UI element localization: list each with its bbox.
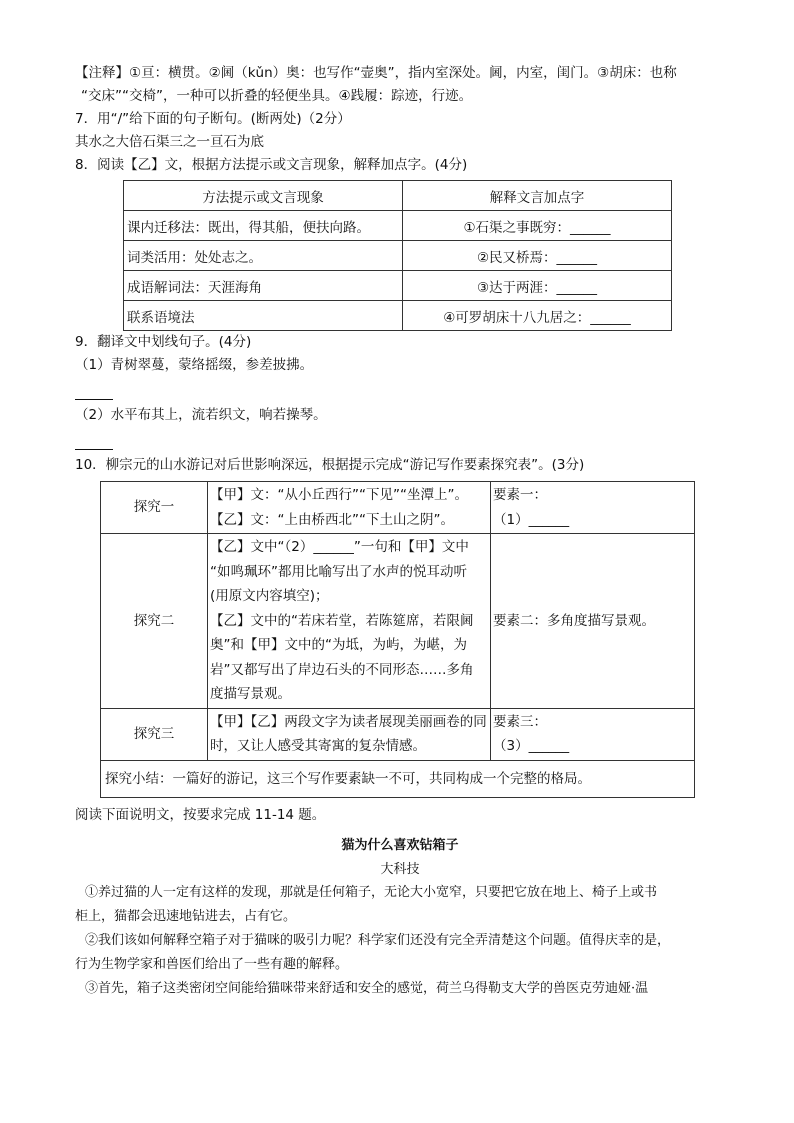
element-answer: （1）______ [493, 511, 570, 528]
content-line: (用原文内容填空)； [210, 588, 329, 604]
method-cell: 联系语境法 [124, 301, 403, 331]
answer-cell[interactable]: ②民又桥焉：______ [403, 241, 672, 271]
article-paragraph-2: ②我们该如何解释空箱子对于猫咪的吸引力呢？科学家们还没有完全弄清楚这个问题。值得庆幸的是， [85, 933, 671, 948]
article-paragraph-1: ①养过猫的人一定有这样的发现，那就是任何箱子，无论大小宽窄，只要把它放在地上、椅子上或书 [85, 885, 658, 900]
answer-cell[interactable]: ①石渠之事既穷：______ [403, 211, 672, 241]
question-9-prompt: 9．翻译文中划线句子。(4分) [75, 334, 252, 350]
table-row [101, 708, 695, 760]
article-paragraph-1-cont: 柜上，猫都会迅速地钻进去，占有它。 [75, 909, 297, 924]
table-row [124, 241, 672, 271]
article-title: 猫为什么喜欢钻箱子 [341, 838, 459, 853]
answer-blank-line[interactable] [75, 435, 113, 450]
content-line: 【甲】文：“从小丘西行”“下见”“坐潭上”。 [210, 487, 468, 503]
table-row [124, 301, 672, 331]
question-10-table [100, 481, 695, 798]
article-paragraph-3: ③首先，箱子这类密闭空间能给猫咪带来舒适和安全的感觉，荷兰乌得勒支大学的兽医克劳迪娅·温 [85, 981, 649, 996]
content-line: “如鸣珮环”都用比喻写出了水声的悦耳动听 [210, 563, 467, 580]
content-line: 度描写景观。 [210, 686, 291, 702]
answer-blank-line[interactable] [75, 385, 113, 400]
question-8-table [123, 180, 672, 331]
explore-label: 探究一 [101, 482, 208, 534]
element-cell[interactable] [491, 482, 695, 534]
content-line: 奥”和【甲】文中的“为坻，为屿，为嵁，为 [210, 637, 467, 653]
element-cell[interactable] [491, 708, 695, 760]
element-label: 要素一： [493, 487, 547, 503]
table-row [101, 482, 695, 534]
element-cell [491, 534, 695, 709]
content-line: 【乙】文中“（2）______”一句和【甲】文中 [210, 539, 469, 555]
method-cell: 成语解词法：天涯海角 [124, 271, 403, 301]
table-header-method: 方法提示或文言现象 [124, 181, 403, 211]
question-7-sentence: 其水之大倍石渠三之一亘石为底 [75, 134, 264, 150]
method-cell: 词类活用：处处志之。 [124, 241, 403, 271]
content-line: 【乙】文中的“若床若堂，若陈筵席，若限阃 [210, 612, 474, 629]
explore-content [208, 482, 491, 534]
explore-label: 探究二 [101, 534, 208, 709]
content-line: 【乙】文：“上由桥西北”“下土山之阴”。 [210, 511, 454, 528]
table-header-answer: 解释文言加点字 [403, 181, 672, 211]
content-line: 【甲】【乙】两段文字为读者展现美丽画卷的同 [210, 713, 487, 730]
annotation-line-2: “交床”“交椅”，一种可以折叠的轻便坐具。④践履：踪迹，行迹。 [81, 88, 473, 104]
element-label: 要素三： [493, 713, 547, 730]
table-row [124, 211, 672, 241]
table-row [101, 534, 695, 709]
table-header-row [124, 181, 672, 211]
question-9-sentence-1: （1）青树翠蔓，蒙络摇缀，参差披拂。 [75, 357, 314, 373]
explore-content[interactable] [208, 534, 491, 709]
explore-content [208, 708, 491, 760]
element-answer: （3）______ [493, 738, 570, 754]
element-label: 要素二：多角度描写景观。 [493, 612, 655, 629]
table-row [124, 271, 672, 301]
exam-page [75, 62, 725, 1001]
question-8-prompt: 8．阅读【乙】文，根据方法提示或文言现象，解释加点字。(4分) [75, 157, 468, 173]
summary-cell: 探究小结：一篇好的游记，这三个写作要素缺一不可，共同构成一个完整的格局。 [101, 760, 695, 798]
answer-cell[interactable]: ③达于两涯：______ [403, 271, 672, 301]
table-row [101, 760, 695, 798]
article-author: 大科技 [380, 862, 420, 877]
method-cell: 课内迁移法：既出，得其船，便扶向路。 [124, 211, 403, 241]
annotation-line-1: 【注释】①亘：横贯。②阃（kǔn）奥：也写作“壸奥”，指内室深处。阃，内室，闺门。③胡床：也称 [75, 65, 677, 81]
reading-intro: 阅读下面说明文，按要求完成 11-14 题。 [75, 807, 326, 823]
article-paragraph-2-cont: 行为生物学家和兽医们给出了一些有趣的解释。 [75, 957, 349, 972]
question-10-prompt: 10．柳宗元的山水游记对后世影响深远，根据提示完成“游记写作要素探究表”。(3分) [75, 457, 585, 473]
content-line: 岩”又都写出了岸边石头的不同形态……多角 [210, 661, 474, 678]
question-9-sentence-2: （2）水平布其上，流若织文，响若操琴。 [75, 407, 327, 423]
question-7-prompt: 7．用“/”给下面的句子断句。(断两处)（2分） [75, 111, 351, 127]
content-line: 时，又让人感受其寄寓的复杂情感。 [210, 738, 426, 754]
answer-cell[interactable]: ④可罗胡床十八九居之：______ [403, 301, 672, 331]
explore-label: 探究三 [101, 708, 208, 760]
